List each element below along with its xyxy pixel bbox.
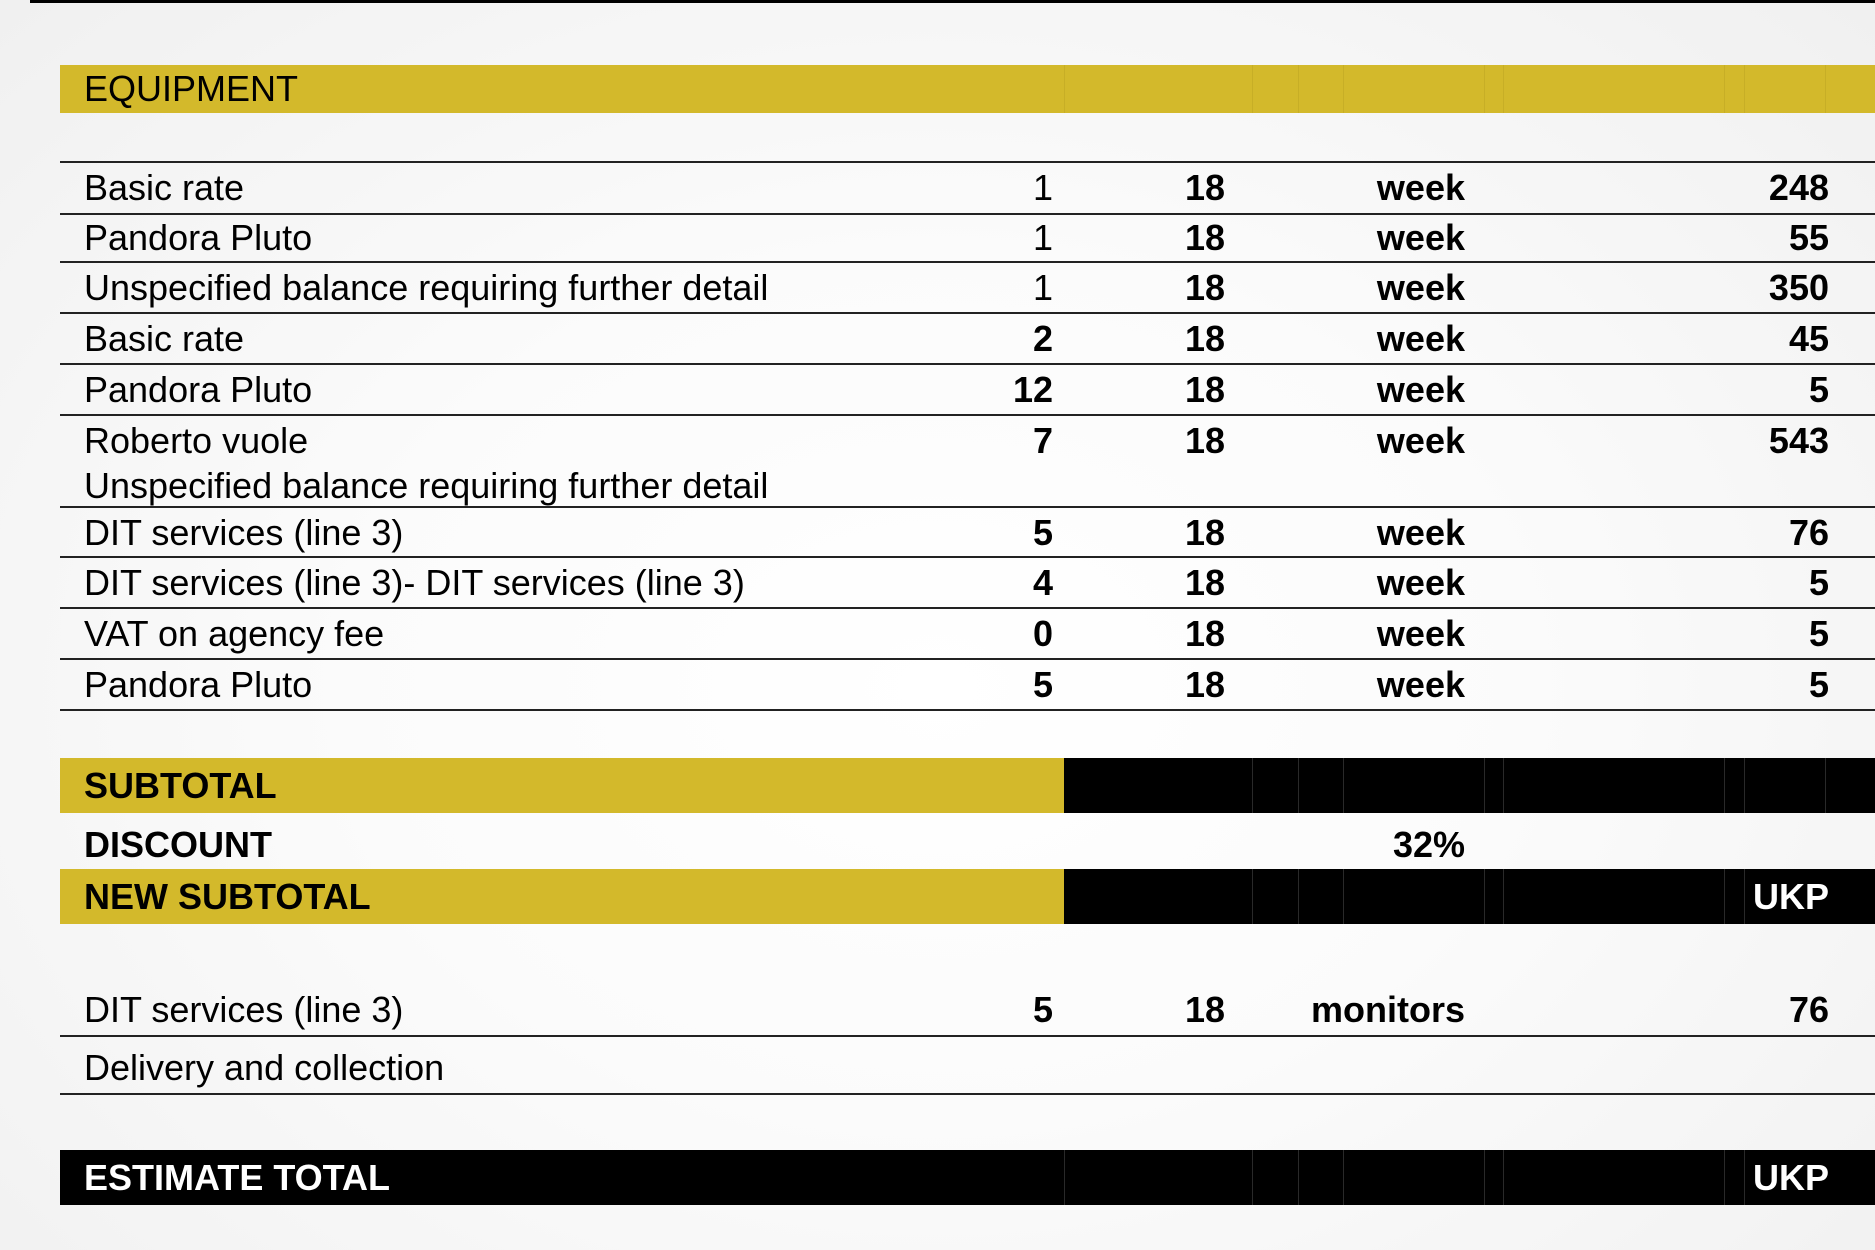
row-quantity: 5 <box>1032 989 1053 1030</box>
row-rate: 5 <box>1808 664 1829 705</box>
row-unit: monitors <box>1310 989 1465 1030</box>
discount-label: DISCOUNT <box>84 824 272 865</box>
row-description: Pandora Pluto <box>84 217 313 258</box>
new-subtotal-label: NEW SUBTOTAL <box>84 875 371 917</box>
row-rate: 55 <box>1788 217 1829 258</box>
equipment-row-8 <box>60 558 1875 609</box>
subtotal-label: SUBTOTAL <box>84 764 277 806</box>
extra-row-2 <box>60 1037 1875 1095</box>
row-quantity: 0 <box>1032 613 1053 654</box>
equipment-row-4 <box>60 314 1875 365</box>
row-quantity: 1 <box>1032 267 1053 308</box>
row-days: 18 <box>1184 664 1225 705</box>
estimate-total-label: ESTIMATE TOTAL <box>84 1156 390 1198</box>
row-description-continued: Unspecified balance requiring further detail <box>84 465 769 506</box>
row-rate: 543 <box>1768 420 1829 461</box>
equipment-row-2 <box>60 213 1875 263</box>
estimate-total-currency: UKP <box>1752 1156 1829 1198</box>
extra-row-1 <box>60 985 1875 1037</box>
discount-value: 32% <box>1392 824 1465 865</box>
top-rule <box>30 0 1875 3</box>
row-days: 18 <box>1184 369 1225 410</box>
row-days: 18 <box>1184 167 1225 208</box>
row-description: Basic rate <box>84 167 245 208</box>
row-description: DIT services (line 3) <box>84 512 404 553</box>
row-description: DIT services (line 3)- DIT services (line 3) <box>84 562 745 603</box>
equipment-row-6 <box>60 416 1875 508</box>
row-quantity: 5 <box>1032 512 1053 553</box>
row-days: 18 <box>1184 989 1225 1030</box>
row-unit: week <box>1376 613 1465 654</box>
row-quantity: 1 <box>1032 167 1053 208</box>
row-rate: 5 <box>1808 369 1829 410</box>
row-quantity: 1 <box>1032 217 1053 258</box>
row-description: DIT services (line 3) <box>84 989 404 1030</box>
row-days: 18 <box>1184 512 1225 553</box>
equipment-row-3 <box>60 263 1875 314</box>
equipment-row-7 <box>60 508 1875 558</box>
row-unit: week <box>1376 369 1465 410</box>
estimate-total-bar <box>60 1150 1875 1205</box>
row-days: 18 <box>1184 318 1225 359</box>
row-description: Pandora Pluto <box>84 664 313 705</box>
row-description: Pandora Pluto <box>84 369 313 410</box>
row-days: 18 <box>1184 267 1225 308</box>
row-unit: week <box>1376 167 1465 208</box>
row-days: 18 <box>1184 562 1225 603</box>
row-unit: week <box>1376 562 1465 603</box>
row-quantity: 4 <box>1032 562 1053 603</box>
row-quantity: 12 <box>1012 369 1053 410</box>
row-days: 18 <box>1184 420 1225 461</box>
row-unit: week <box>1376 664 1465 705</box>
row-quantity: 7 <box>1032 420 1053 461</box>
discount-row <box>60 818 1875 872</box>
row-days: 18 <box>1184 613 1225 654</box>
row-quantity: 2 <box>1032 318 1053 359</box>
row-unit: week <box>1376 512 1465 553</box>
equipment-row-10 <box>60 660 1875 711</box>
row-unit: week <box>1376 217 1465 258</box>
row-unit: week <box>1376 318 1465 359</box>
new-subtotal-currency: UKP <box>1752 875 1829 917</box>
row-days: 18 <box>1184 217 1225 258</box>
equipment-section-header <box>60 65 1875 113</box>
row-unit: week <box>1376 267 1465 308</box>
row-rate: 248 <box>1768 167 1829 208</box>
row-description: Unspecified balance requiring further detail <box>84 267 769 308</box>
row-rate: 350 <box>1768 267 1829 308</box>
equipment-header-label: EQUIPMENT <box>84 68 299 109</box>
row-rate: 5 <box>1808 613 1829 654</box>
row-unit: week <box>1376 420 1465 461</box>
equipment-row-9 <box>60 609 1875 660</box>
row-rate: 5 <box>1808 562 1829 603</box>
row-description: Basic rate <box>84 318 245 359</box>
row-description: Delivery and collection <box>84 1047 445 1088</box>
subtotal-bar <box>60 758 1875 813</box>
row-description: VAT on agency fee <box>84 613 385 654</box>
row-description: Roberto vuole <box>84 420 309 461</box>
equipment-row-1 <box>60 161 1875 215</box>
row-rate: 76 <box>1788 989 1829 1030</box>
row-quantity: 5 <box>1032 664 1053 705</box>
new-subtotal-bar <box>60 869 1875 924</box>
equipment-row-5 <box>60 365 1875 416</box>
row-rate: 76 <box>1788 512 1829 553</box>
row-rate: 45 <box>1788 318 1829 359</box>
